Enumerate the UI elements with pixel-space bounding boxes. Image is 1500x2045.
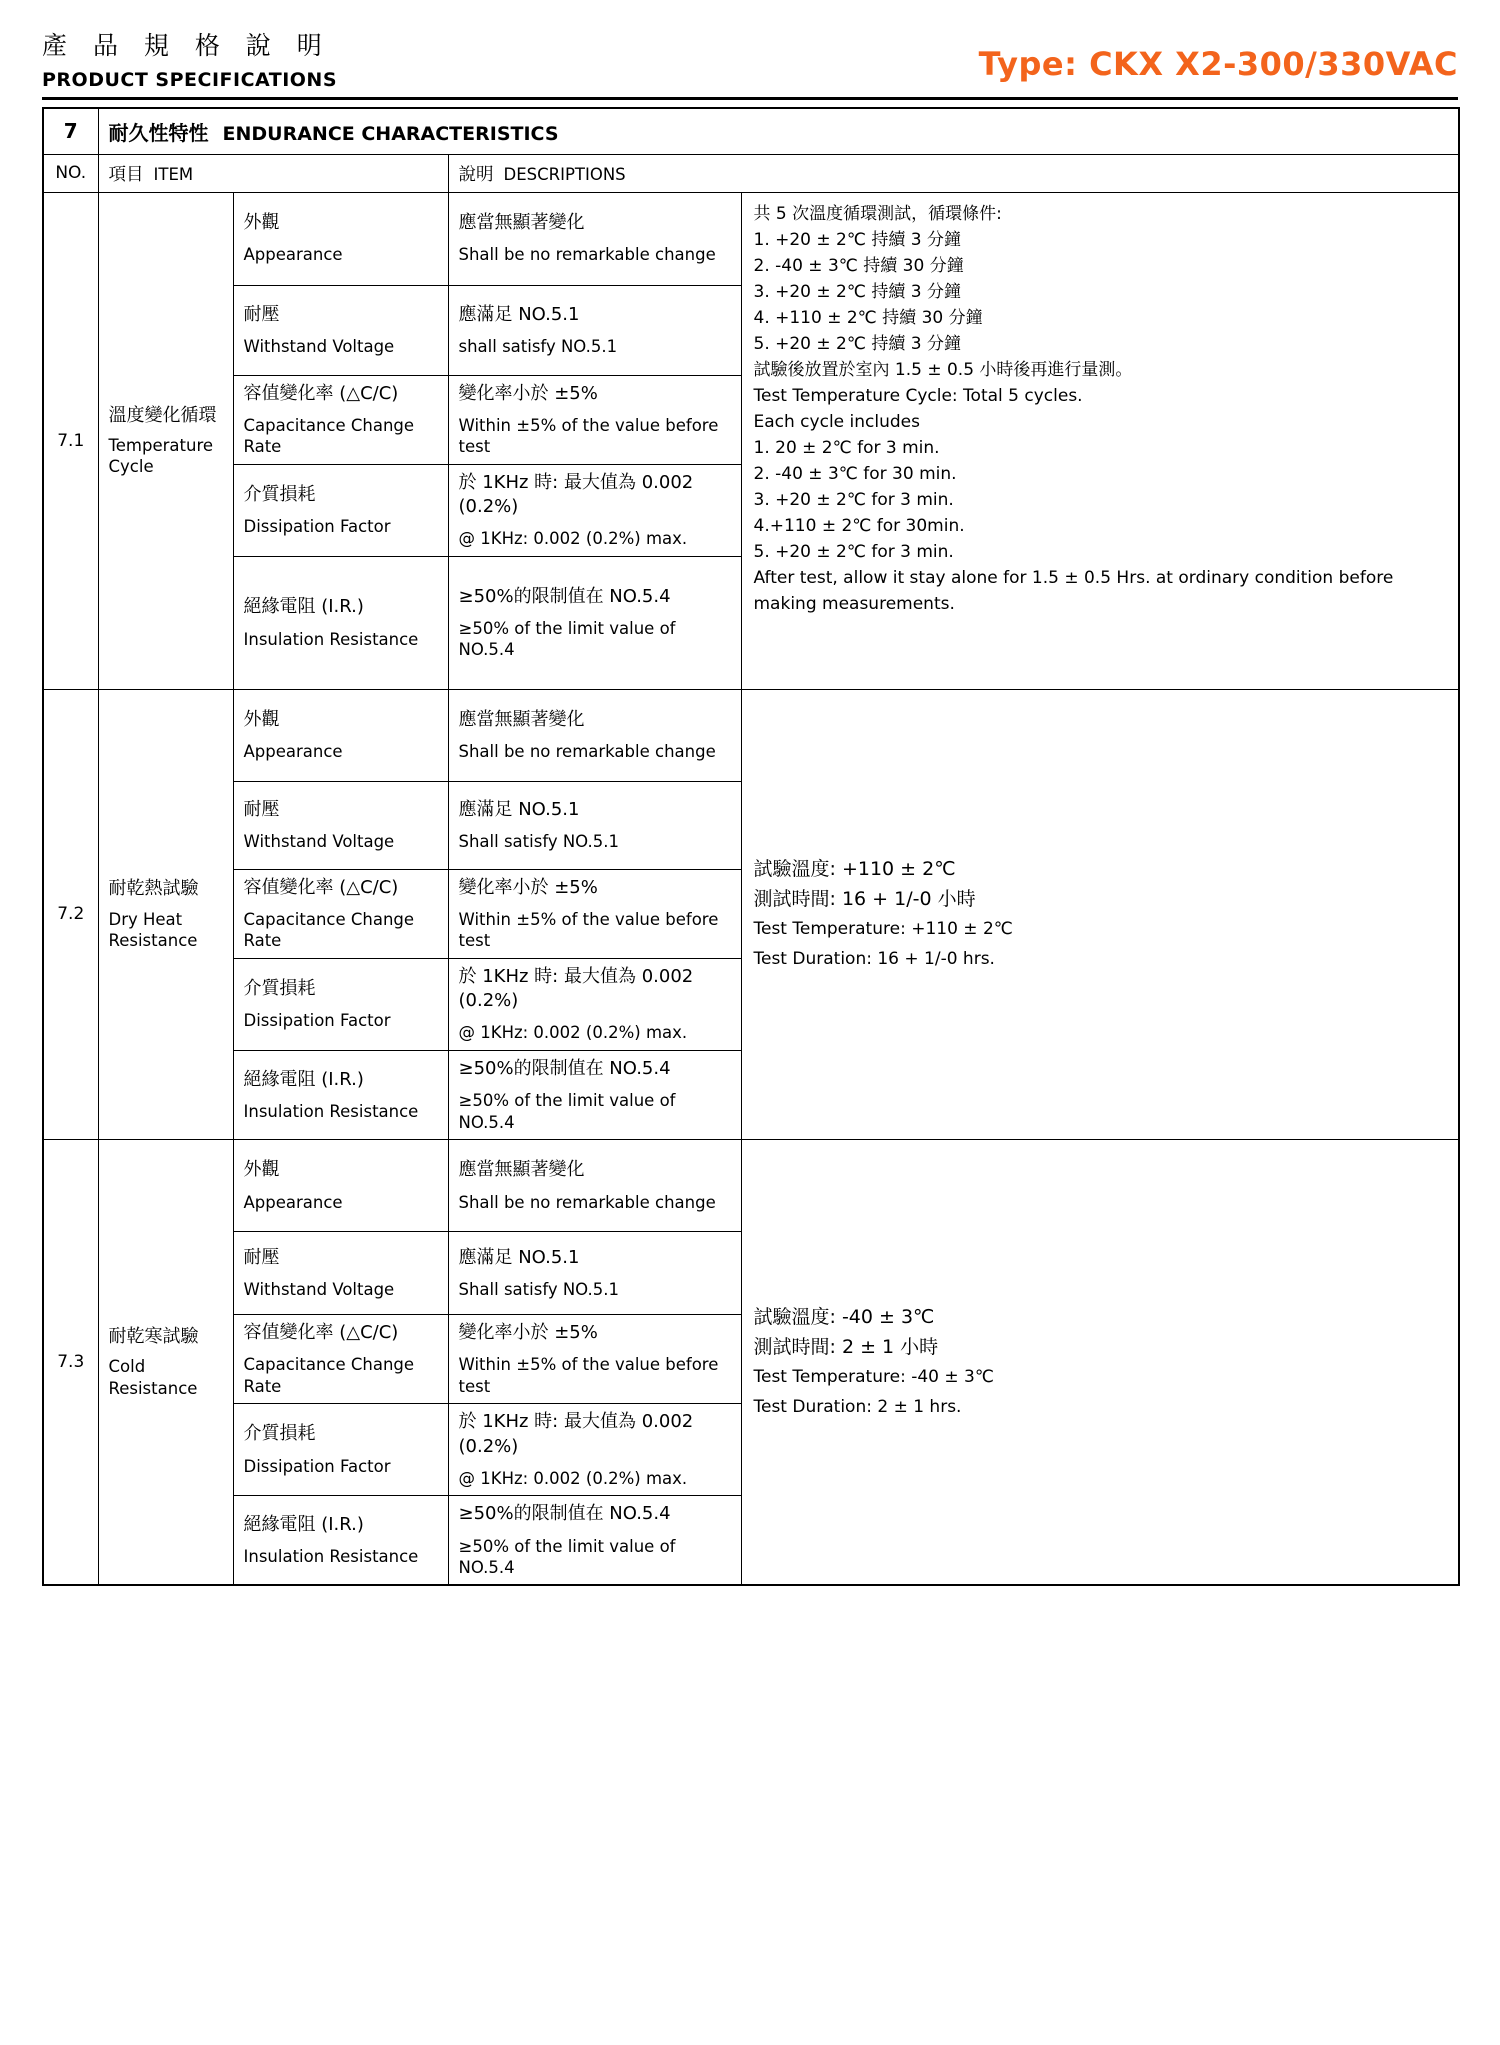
section-name-cell — [98, 1140, 233, 1586]
condition-line: 4.+110 ± 2℃ for 30min. — [753, 515, 965, 536]
section-no-cell: 7.1 — [43, 192, 98, 689]
doc-title-en: PRODUCT SPECIFICATIONS — [42, 69, 338, 91]
desc-en: ≥50% of the limit value of NO.5.4 — [458, 1091, 676, 1132]
item-zh: 介質損耗 — [243, 483, 316, 505]
desc-cell — [448, 1140, 741, 1232]
desc-en: Shall satisfy NO.5.1 — [458, 832, 619, 852]
item-zh: 容值變化率 (△C/C) — [243, 1322, 399, 1344]
section-number: 7 — [43, 108, 98, 154]
condition-line: Test Duration: 2 ± 1 hrs. — [753, 1397, 962, 1418]
item-en: Insulation Resistance — [243, 1547, 419, 1567]
condition-line: 5. +20 ± 2℃ 持續 3 分鐘 — [753, 333, 961, 354]
desc-cell — [448, 1315, 741, 1404]
item-cell — [233, 689, 448, 781]
condition-line: Test Temperature Cycle: Total 5 cycles. — [753, 385, 1083, 406]
table-row — [43, 192, 1459, 285]
desc-zh: ≥50%的限制值在 NO.5.4 — [458, 585, 671, 607]
condition-line: 5. +20 ± 2℃ for 3 min. — [753, 541, 954, 562]
item-zh: 絕緣電阻 (I.R.) — [243, 1068, 364, 1090]
conditions-cell — [741, 689, 1459, 1139]
desc-zh: 應當無顯著變化 — [458, 708, 585, 730]
condition-line: Test Temperature: +110 ± 2℃ — [753, 919, 1013, 940]
item-en: Withstand Voltage — [243, 832, 395, 852]
item-en: Dissipation Factor — [243, 1011, 391, 1031]
desc-en: Shall be no remarkable change — [458, 742, 716, 762]
condition-line: 共 5 次溫度循環測試，循環條件: — [753, 203, 1002, 224]
desc-en: @ 1KHz: 0.002 (0.2%) max. — [458, 529, 688, 549]
endurance-table — [42, 107, 1460, 1586]
condition-line: 試驗溫度: +110 ± 2℃ — [753, 858, 956, 881]
condition-line: 試驗後放置於室內 1.5 ± 0.5 小時後再進行量測。 — [753, 359, 1133, 380]
item-en: Dissipation Factor — [243, 1456, 391, 1476]
item-cell — [233, 192, 448, 285]
condition-line: Test Temperature: -40 ± 3℃ — [753, 1367, 994, 1388]
section-no-cell: 7.3 — [43, 1140, 98, 1586]
desc-en: Shall be no remarkable change — [458, 245, 716, 265]
item-cell — [233, 285, 448, 375]
doc-titles — [42, 26, 337, 91]
item-en: Capacitance Change Rate — [243, 910, 415, 951]
condition-line: 1. +20 ± 2℃ 持續 3 分鐘 — [753, 229, 961, 250]
desc-zh: 於 1KHz 時: 最大值為 0.002 (0.2%) — [458, 1411, 694, 1457]
desc-cell — [448, 689, 741, 781]
item-zh: 耐壓 — [243, 1246, 280, 1268]
item-en: Withstand Voltage — [243, 1280, 395, 1299]
condition-line: Test Duration: 16 + 1/-0 hrs. — [753, 949, 995, 970]
section-name-cell — [98, 689, 233, 1139]
item-zh: 外觀 — [243, 708, 280, 730]
item-zh: 容值變化率 (△C/C) — [243, 876, 399, 898]
desc-en: @ 1KHz: 0.002 (0.2%) max. — [458, 1468, 688, 1488]
desc-cell — [448, 869, 741, 958]
section-title — [98, 108, 1459, 154]
condition-line: 3. +20 ± 2℃ 持續 3 分鐘 — [753, 281, 961, 302]
desc-cell — [448, 1050, 741, 1139]
item-en: Insulation Resistance — [243, 629, 419, 649]
col-header-item — [98, 154, 448, 192]
section-name-en: Dry Heat Resistance — [108, 909, 198, 951]
condition-line: After test, allow it stay alone for 1.5 ± 0.5 Hrs. at ordinary condition before making measurements. — [753, 567, 1394, 614]
item-zh: 絕緣電阻 (I.R.) — [243, 596, 364, 618]
section-name-cell — [98, 192, 233, 689]
item-zh: 耐壓 — [243, 303, 280, 325]
condition-line: 試驗溫度: -40 ± 3℃ — [753, 1306, 935, 1329]
item-zh: 外觀 — [243, 1159, 280, 1181]
desc-cell — [448, 1404, 741, 1496]
item-en: Dissipation Factor — [243, 517, 391, 537]
item-en: Capacitance Change Rate — [243, 1355, 415, 1396]
page-header — [42, 26, 1458, 100]
section-name-zh: 溫度變化循環 — [108, 404, 217, 426]
item-zh: 絕緣電阻 (I.R.) — [243, 1514, 364, 1535]
item-cell — [233, 1404, 448, 1496]
desc-en: ≥50% of the limit value of NO.5.4 — [458, 1536, 676, 1578]
desc-zh: 於 1KHz 時: 最大值為 0.002 (0.2%) — [458, 471, 694, 517]
desc-zh: 應滿足 NO.5.1 — [458, 798, 580, 820]
condition-line: Each cycle includes — [753, 411, 920, 432]
item-cell — [233, 1315, 448, 1404]
condition-line: 2. -40 ± 3℃ 持續 30 分鐘 — [753, 255, 964, 276]
item-cell — [233, 464, 448, 556]
col-header-desc-en: DESCRIPTIONS — [503, 164, 626, 184]
desc-zh: 變化率小於 ±5% — [458, 1322, 598, 1344]
desc-zh: 應當無顯著變化 — [458, 1159, 585, 1181]
condition-line: 測試時間: 2 ± 1 小時 — [753, 1336, 939, 1359]
item-zh: 容值變化率 (△C/C) — [243, 382, 399, 404]
desc-en: ≥50% of the limit value of NO.5.4 — [458, 618, 676, 660]
col-header-no: NO. — [43, 154, 98, 192]
item-en: Insulation Resistance — [243, 1101, 419, 1121]
table-row — [43, 689, 1459, 781]
item-zh: 介質損耗 — [243, 1423, 316, 1445]
item-cell — [233, 869, 448, 958]
col-header-item-zh: 項目 — [108, 164, 144, 185]
desc-cell — [448, 781, 741, 869]
desc-zh: ≥50%的限制值在 NO.5.4 — [458, 1503, 671, 1525]
condition-line: 1. 20 ± 2℃ for 3 min. — [753, 437, 940, 458]
item-cell — [233, 1496, 448, 1586]
section-name-en: Temperature Cycle — [108, 435, 214, 477]
item-cell — [233, 958, 448, 1050]
item-en: Appearance — [243, 1192, 343, 1212]
item-zh: 介質損耗 — [243, 978, 316, 1000]
desc-cell — [448, 1496, 741, 1586]
section-title-zh: 耐久性特性 — [108, 120, 209, 145]
item-cell — [233, 781, 448, 869]
item-cell — [233, 1050, 448, 1139]
col-header-desc — [448, 154, 1459, 192]
item-cell — [233, 556, 448, 689]
item-cell — [233, 1232, 448, 1315]
desc-zh: ≥50%的限制值在 NO.5.4 — [458, 1057, 671, 1079]
item-en: Capacitance Change Rate — [243, 415, 415, 457]
desc-en: @ 1KHz: 0.002 (0.2%) max. — [458, 1023, 688, 1043]
condition-line: 2. -40 ± 3℃ for 30 min. — [753, 463, 957, 484]
table-row — [43, 1140, 1459, 1232]
desc-zh: 應當無顯著變化 — [458, 212, 585, 234]
desc-cell — [448, 285, 741, 375]
desc-zh: 應滿足 NO.5.1 — [458, 303, 580, 325]
column-header-row — [43, 154, 1459, 192]
col-header-desc-zh: 說明 — [458, 164, 494, 185]
condition-line: 測試時間: 16 + 1/-0 小時 — [753, 888, 976, 911]
table-title-row — [43, 108, 1459, 154]
section-name-zh: 耐乾寒試驗 — [108, 1326, 199, 1348]
desc-en: shall satisfy NO.5.1 — [458, 336, 618, 356]
item-zh: 耐壓 — [243, 798, 280, 820]
item-cell — [233, 375, 448, 464]
doc-title-zh: 產 品 規 格 說 明 — [42, 31, 331, 60]
desc-cell — [448, 464, 741, 556]
conditions-cell — [741, 192, 1459, 689]
section-title-en: ENDURANCE CHARACTERISTICS — [222, 122, 559, 145]
desc-en: Shall be no remarkable change — [458, 1192, 716, 1212]
item-cell — [233, 1140, 448, 1232]
col-header-item-en: ITEM — [153, 164, 194, 184]
desc-en: Within ±5% of the value before test — [458, 910, 719, 951]
desc-en: Shall satisfy NO.5.1 — [458, 1280, 619, 1299]
desc-zh: 於 1KHz 時: 最大值為 0.002 (0.2%) — [458, 965, 694, 1012]
section-no-cell: 7.2 — [43, 689, 98, 1139]
desc-cell — [448, 375, 741, 464]
item-en: Appearance — [243, 742, 343, 762]
desc-cell — [448, 958, 741, 1050]
conditions-cell — [741, 1140, 1459, 1586]
condition-line: 3. +20 ± 2℃ for 3 min. — [753, 489, 954, 510]
desc-cell — [448, 556, 741, 689]
section-name-en: Cold Resistance — [108, 1357, 198, 1398]
desc-en: Within ±5% of the value before test — [458, 415, 719, 457]
item-en: Withstand Voltage — [243, 336, 395, 356]
item-zh: 外觀 — [243, 212, 280, 234]
desc-zh: 應滿足 NO.5.1 — [458, 1246, 580, 1268]
section-name-zh: 耐乾熱試驗 — [108, 878, 199, 900]
item-en: Appearance — [243, 245, 343, 265]
desc-cell — [448, 192, 741, 285]
desc-en: Within ±5% of the value before test — [458, 1355, 719, 1396]
type-label: Type: CKX X2-300/330VAC — [978, 45, 1458, 83]
desc-cell — [448, 1232, 741, 1315]
desc-zh: 變化率小於 ±5% — [458, 382, 598, 404]
condition-line: 4. +110 ± 2℃ 持續 30 分鐘 — [753, 307, 983, 328]
desc-zh: 變化率小於 ±5% — [458, 876, 598, 898]
